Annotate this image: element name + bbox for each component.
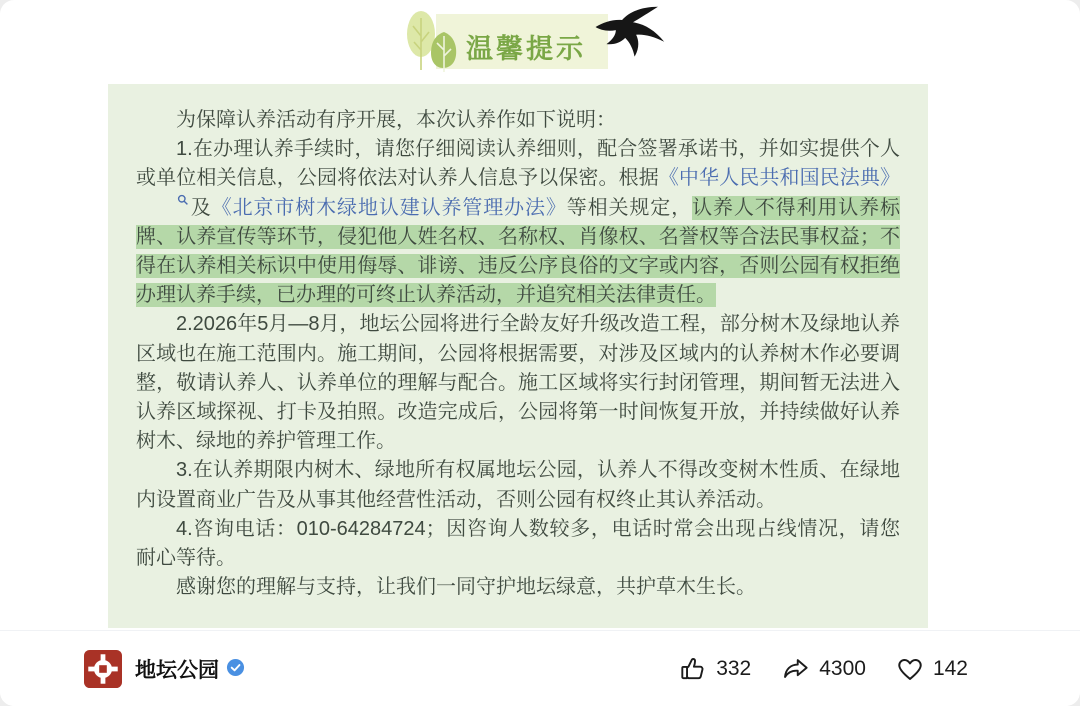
notice-paragraph-4: 4.咨询电话：010-64284724；因咨询人数较多，电话时常会出现占线情况，请您耐心等待。	[136, 517, 900, 570]
account-profile[interactable]	[84, 650, 245, 688]
beijing-measures-link[interactable]	[212, 197, 567, 219]
action-bar	[679, 655, 968, 682]
notice-closing: 感谢您的理解与支持，让我们一同守护地坛绿意，共护草木生长。	[176, 576, 756, 599]
heart-button[interactable]	[896, 656, 968, 682]
thumbs-up-icon	[679, 655, 707, 682]
trees-icon	[404, 8, 462, 79]
beijing-measures-link-label: 《北京市树木绿地认建认养管理办法》	[211, 196, 567, 219]
footer-bar	[0, 631, 1080, 706]
swallow-icon	[594, 6, 672, 67]
verified-badge-icon	[226, 658, 245, 682]
share-button[interactable]	[781, 655, 866, 682]
highlighted-clause: 认养人不得利用认养标牌、认养宣传等环节，侵犯他人姓名权、名称权、肖像权、名誉权等合法民事权益；不得在认养相关标识中使用侮辱、诽谤、违反公序良俗的文字或内容，否则公园有权拒绝办理认养手续，已办理的可终止认养活动，并追究相关法律责任。	[136, 196, 901, 307]
like-button[interactable]	[679, 655, 751, 682]
like-count: 332	[716, 656, 752, 680]
civil-code-link-label: 《中华人民共和国民法典》	[658, 167, 901, 190]
notice-paragraph-2: 2.2026年5月—8月，地坛公园将进行全龄友好升级改造工程，部分树木及绿地认养区域也在施工范围内。施工期间，公园将根据需要，对涉及区域内的认养树木作必要调整，敬请认养人、认养单位的理解与配合。施工区域将实行封闭管理，期间暂无法进入认养区域探视、打卡及拍照。改造完成后，公园将第一时间恢复开放，并持续做好认养树木、绿地的养护管理工作。	[136, 313, 900, 453]
p1-text: 1.在办理认养手续时，请您仔细阅读认养细则，配合签署承诺书，并如实提供个人或单位相关信息，公园将依法对认养人信息予以保密。根据	[136, 138, 900, 190]
avatar[interactable]	[84, 650, 122, 688]
search-icon	[137, 194, 189, 206]
p1-conjunction: 及	[190, 196, 212, 219]
heart-count: 142	[932, 656, 968, 680]
share-arrow-icon	[781, 655, 810, 682]
notice-banner	[404, 6, 676, 76]
notice-body	[108, 84, 928, 628]
notice-intro: 为保障认养活动有序开展，本次认养作如下说明：	[176, 109, 616, 131]
banner-title: 温馨提示	[466, 34, 586, 64]
notice-paragraph-3: 3.在认养期限内树木、绿地所有权属地坛公园，认养人不得改变树木性质、在绿地内设置商业广告及从事其他经营性活动，否则公园有权终止其认养活动。	[136, 459, 900, 511]
share-count: 4300	[819, 656, 866, 680]
heart-icon	[896, 656, 924, 682]
p1-post: 等相关规定，	[566, 196, 693, 219]
account-name[interactable]: 地坛公园	[135, 658, 219, 682]
notice-paragraph-1	[136, 135, 900, 310]
